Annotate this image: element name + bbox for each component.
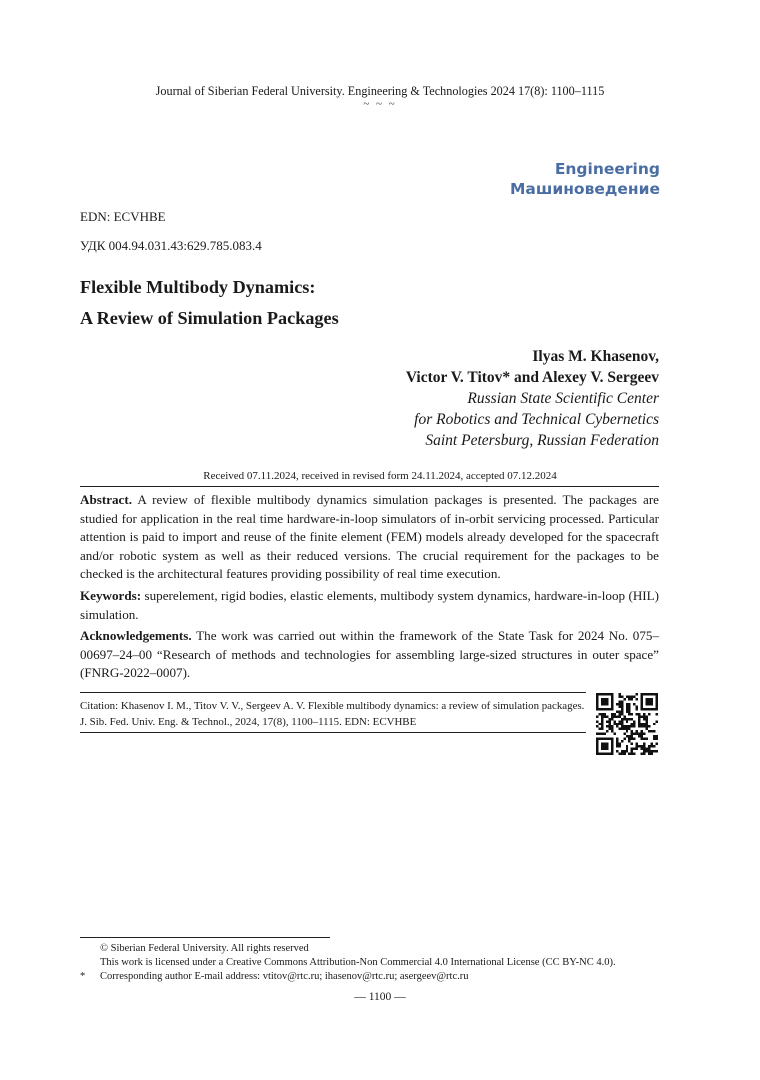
affiliation-line-1: Russian State Scientific Center [467,390,659,407]
footnote-divider [80,937,330,938]
citation-divider-top [80,692,586,693]
abstract-label: Abstract. [80,492,132,507]
corresponding-text: Corresponding author E-mail address: vtitov@rtc.ru; ihasenov@rtc.ru; asergeev@rtc.ru [100,971,469,982]
divider-top [80,486,659,487]
submission-dates: Received 07.11.2024, received in revised form 24.11.2024, accepted 07.12.2024 [203,470,557,482]
page-number: — 1100 — [354,991,406,1003]
section-label [510,159,660,199]
acknowledgements [80,627,659,683]
keywords-text: superelement, rigid bodies, elastic elements, multibody system dynamics, hardware-in-loop (HIL) simulation. [80,588,659,622]
keywords [80,587,659,624]
title-line-1: Flexible Multibody Dynamics: [80,277,316,297]
copyright-text: © Siberian Federal University. All rights reserved [100,943,309,954]
journal-header: Journal of Siberian Federal University. Engineering & Technologies 2024 17(8): 1100–1115 [155,84,605,98]
udk-code: УДК 004.94.031.43:629.785.083.4 [80,238,262,253]
section-label-en: Engineering [554,160,660,178]
title-line-2: A Review of Simulation Packages [80,308,339,328]
affiliation [414,388,659,451]
section-label-ru: Машиноведение [510,180,660,198]
citation-divider-bottom [80,732,586,733]
authors-line-1: Ilyas M. Khasenov, [532,348,659,365]
abstract [80,491,659,584]
header-ornament: ~ ~ ~ [363,98,397,110]
acknowledgements-text: The work was carried out within the framework of the State Task for 2024 No. 075–00697–24–00 “Research of methods and technologies for assembling large-sized structures in outer space” (FNRG-2022–0007). [80,628,659,680]
acknowledgements-label: Acknowledgements. [80,628,192,643]
author-list [406,346,659,388]
qr-code-icon [596,693,658,755]
paper-title [80,272,339,334]
edn-id: EDN: ECVHBE [80,209,166,224]
authors-line-2: Victor V. Titov* and Alexey V. Sergeev [405,369,659,386]
footnote-copyright [80,942,309,955]
footnote-corresponding [80,970,469,983]
corresponding-mark: * [80,971,86,982]
footnote-license [80,956,616,969]
affiliation-line-3: Saint Petersburg, Russian Federation [425,432,659,449]
keywords-label: Keywords: [80,588,142,603]
license-text: This work is licensed under a Creative Commons Attribution-Non Commercial 4.0 International License (CC BY-NC 4.0). [100,957,616,968]
abstract-text: A review of flexible multibody dynamics simulation packages is presented. The packages are studied for application in the real time hardware-in-loop simulators of in-orbit servicing processed. Particular attention is paid to import and reuse of the finite element (FEM) models already developed for the spacecraft and/or robotic system as well as their reduced versions. The crucial requirement for the packages to be checked is the architectural features providing possibility of real time execution. [80,492,659,581]
citation: Citation: Khasenov I. M., Titov V. V., Sergeev A. V. Flexible multibody dynamics: a review of simulation packages. J. Sib. Fed. Univ. Eng. & Technol., 2024, 17(8), 1100–1115. EDN: ECVHBE [80,700,585,728]
affiliation-line-2: for Robotics and Technical Cybernetics [414,411,659,428]
